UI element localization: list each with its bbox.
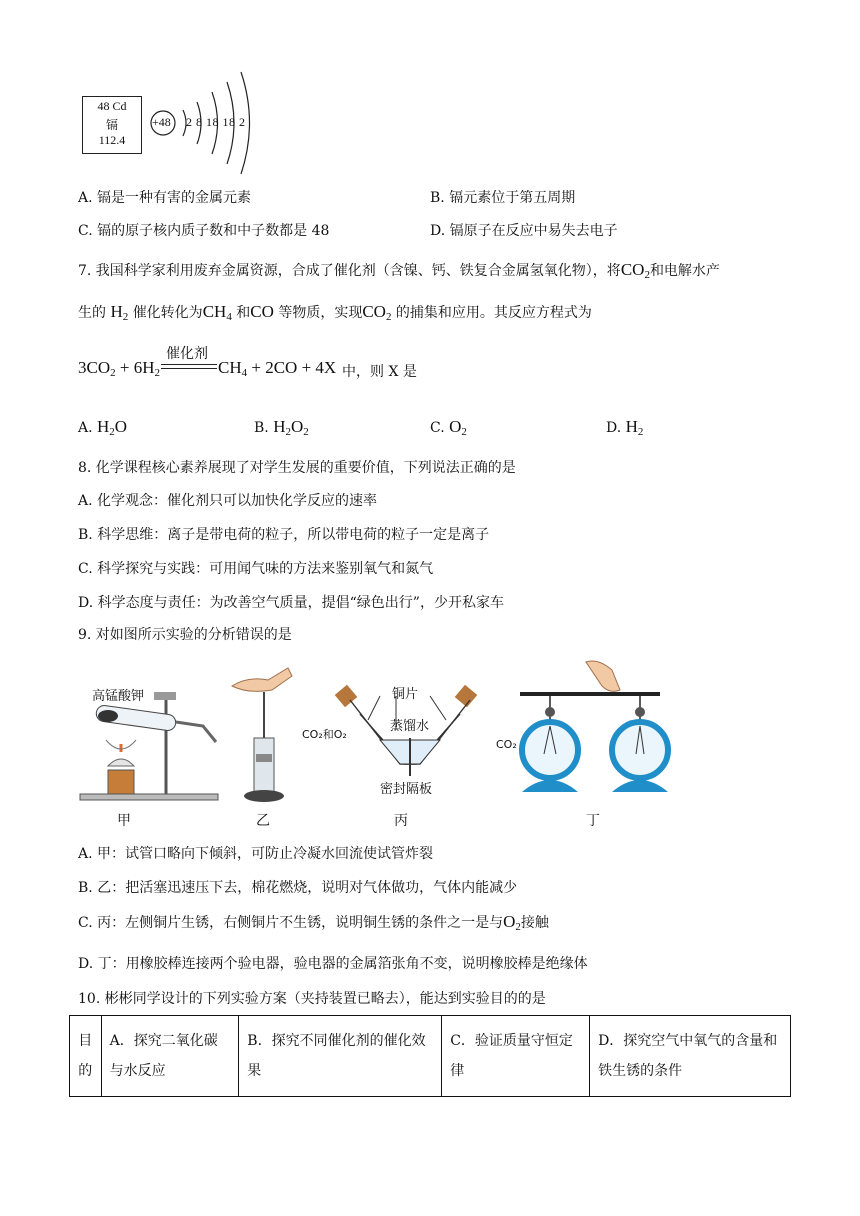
figure-yi-fire-syringe (228, 656, 298, 804)
element-name: 镉 (105, 118, 118, 132)
caption-bing: 丙 (394, 813, 408, 829)
q6-option-d: D. 镉原子在反应中易失去电子 (430, 223, 618, 239)
q7-stem-line2: 生的 $H_2$ 催化转化为$CH_4$ 和CO 等物质，实现$CO_2$ 的捕集和应用。其反应方程式为 (78, 302, 592, 323)
products: $CH_4 + 2CO + 4X$ (218, 358, 337, 379)
q9-option-d: D. 丁：用橡胶棒连接两个验电器，验电器的金属箔张角不变，说明橡胶棒是绝缘体 (78, 956, 588, 972)
q8-stem: 8. 化学课程核心素养展现了对学生发展的重要价值，下列说法正确的是 (78, 460, 516, 476)
q8-option-c: C. 科学探究与实践：可用闻气味的方法来鉴别氧气和氮气 (78, 561, 434, 577)
reactants: $3CO_2 + 6H_2$ (78, 358, 160, 379)
q6-option-c: C. 镉的原子核内质子数和中子数都是 48 (78, 223, 330, 239)
q7-option-d: D. $H_2$ (606, 417, 644, 438)
caption-jia: 甲 (117, 813, 131, 829)
table-cell-c: C．验证质量守恒定律 (442, 1016, 590, 1097)
q7-option-c: C. $O_2$ (430, 417, 467, 438)
table-cell-a: A．探究二氧化碳与水反应 (101, 1016, 239, 1097)
q7-stem-line1: 7. 我国科学家利用废弃金属资源，合成了催化剂（含镍、钙、铁复合金属氢氧化物），将$CO_2$和电解水产 (78, 260, 720, 281)
element-card (82, 96, 142, 154)
q6-option-b: B. 镉元素位于第五周期 (430, 190, 576, 206)
q6-option-a: A. 镉是一种有害的金属元素 (78, 190, 252, 206)
table-row (70, 1016, 791, 1097)
label-kmno4: 高锰酸钾 (92, 689, 145, 704)
q7-option-b: B. $H_2O_2$ (254, 417, 309, 438)
label-co2: CO₂ (496, 738, 517, 751)
q7-option-a: A. $H_2O$ (78, 417, 128, 438)
label-distilled-water: 蒸馏水 (390, 719, 430, 734)
q8-option-a: A. 化学观念：催化剂只可以加快化学反应的速率 (78, 493, 378, 509)
label-sealed-divider: 密封隔板 (380, 782, 433, 797)
q8-option-d: D. 科学态度与责任：为改善空气质量，提倡“绿色出行”，少开私家车 (78, 595, 504, 611)
q9-option-b: B. 乙：把活塞迅速压下去，棉花燃烧，说明对气体做功，气体内能减少 (78, 880, 518, 896)
q8-option-b: B. 科学思维：离子是带电荷的粒子，所以带电荷的粒子一定是离子 (78, 527, 490, 543)
nucleus-charge: +48 (152, 115, 171, 129)
q9-option-a: A. 甲：试管口略向下倾斜，可防止冷凝水回流使试管炸裂 (78, 846, 434, 862)
label-co2-and-o2: CO₂和O₂ (302, 728, 347, 741)
table-header-purpose: 目的 (70, 1016, 102, 1097)
caption-yi: 乙 (256, 813, 270, 829)
table-cell-b: B．探究不同催化剂的催化效果 (239, 1016, 442, 1097)
element-mass: 112.4 (98, 133, 126, 147)
q9-stem: 9. 对如图所示实验的分析错误的是 (78, 627, 292, 643)
figure-ding-electroscopes (516, 656, 676, 796)
label-copper-sheet: 铜片 (392, 687, 419, 702)
equation-double-line (161, 364, 217, 369)
q7-equation-tail: 中，则 X 是 (342, 364, 417, 380)
caption-ding: 丁 (586, 813, 600, 829)
q10-stem: 10. 彬彬同学设计的下列实验方案（夹持装置已略去），能达到实验目的的是 (78, 991, 546, 1007)
catalyst-label: 催化剂 (166, 346, 208, 362)
element-number-symbol: 48 Cd (97, 99, 127, 113)
experiment-table (69, 1015, 791, 1097)
table-cell-d: D．探究空气中氧气的含量和铁生锈的条件 (590, 1016, 791, 1097)
q9-option-c: C. 丙：左侧铜片生锈，右侧铜片不生锈，说明铜生锈的条件之一是与$O_2$接触 (78, 912, 549, 933)
electron-shells: 2 8 18 18 2 (186, 115, 246, 129)
